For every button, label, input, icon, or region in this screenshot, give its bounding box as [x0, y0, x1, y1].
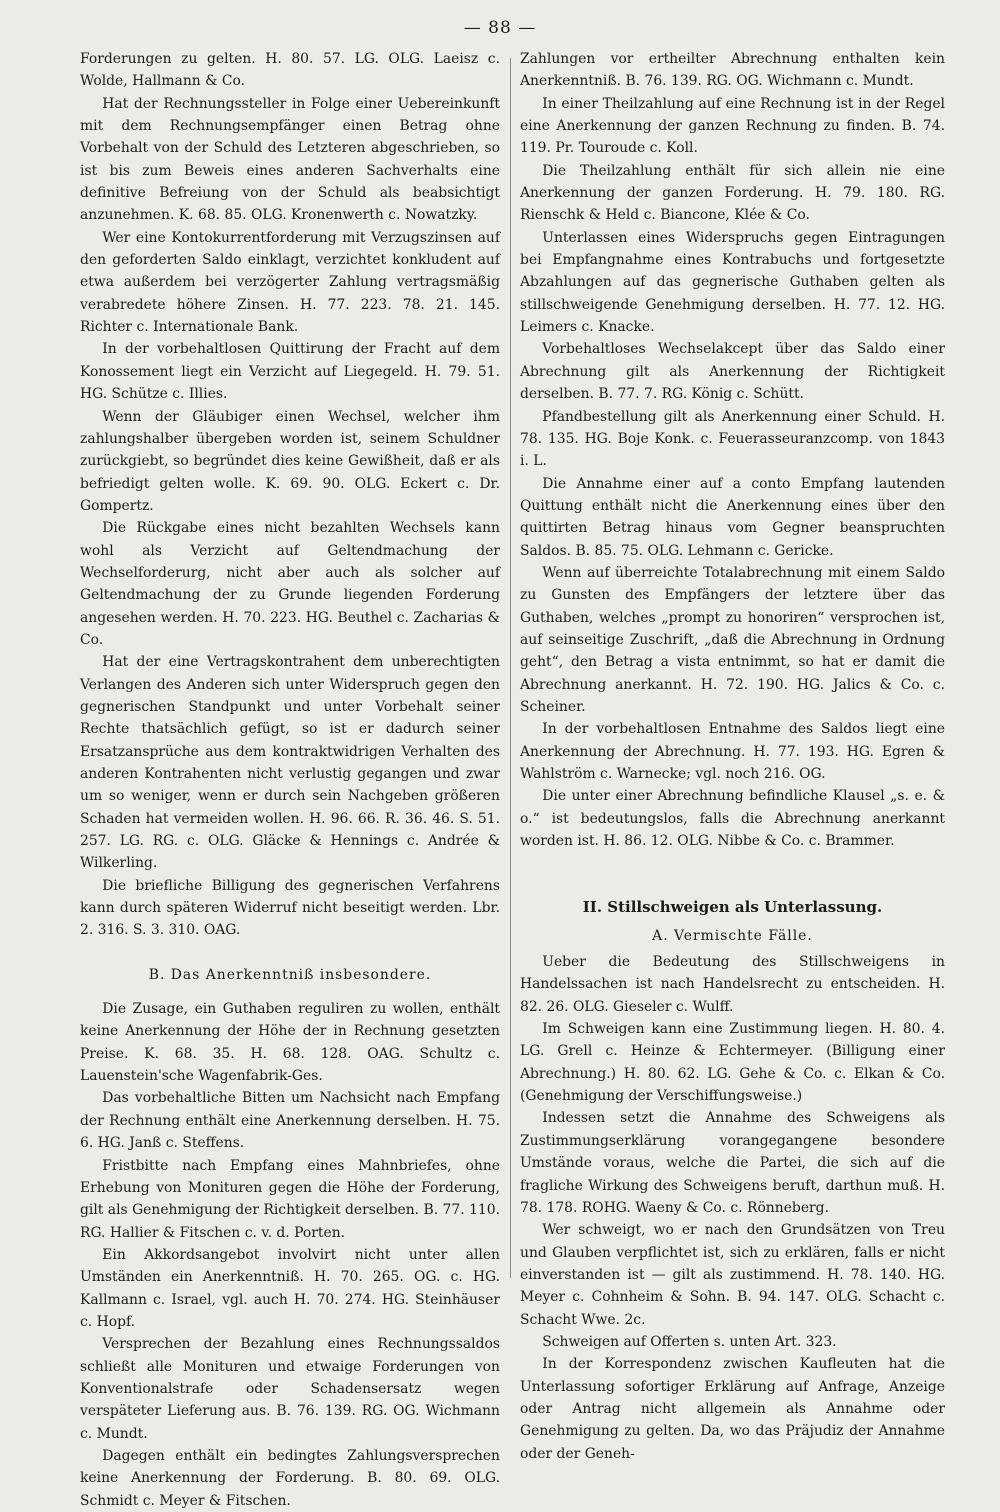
paragraph: Versprechen der Bezahlung eines Rechnungssaldos schließt alle Monituren und etwaige Forderungen von Konventionalstrafe oder Schadensersatz wegen verspäteter Lieferung aus. B. 76. 139. RG. OG. Wichmann c. Mundt. — [80, 1336, 500, 1442]
paragraph: In der Korrespondenz zwischen Kaufleuten hat die Unterlassung sofortiger Erklärung auf Anfrage, Anzeige oder Antrag nicht allgemein als Annahme oder Genehmigung zu gelten. Da, wo das Präjudiz der Annahme oder der Geneh- — [520, 1356, 945, 1462]
paragraph: Das vorbehaltliche Bitten um Nachsicht nach Empfang der Rechnung enthält eine Anerkennung derselben. H. 75. 6. HG. Janß c. Steffens. — [80, 1090, 500, 1152]
paragraph: Die briefliche Billigung des gegnerischen Verfahrens kann durch späteren Widerruf nicht beseitigt werden. Lbr. 2. 316. S. 3. 310. OAG. — [80, 877, 500, 939]
left-column-b-paragraphs — [80, 998, 500, 1512]
paragraph: Die Zusage, ein Guthaben reguliren zu wollen, enthält keine Anerkennung der Höhe der in Rechnung gesetzten Preise. K. 68. 35. H. 68. 128. OAG. Schultz c. Lauenstein'sche Wagenfabrik-Ges. — [80, 1001, 500, 1085]
paragraph: Dagegen enthält ein bedingtes Zahlungsversprechen keine Anerkennung der Forderung. B. 80. 69. OLG. Schmidt c. Meyer & Fitschen. — [80, 1447, 500, 1509]
left-column — [80, 48, 500, 1512]
section-heading-b: B. Das Anerkenntniß insbesondere. — [148, 966, 432, 983]
paragraph: Wenn der Gläubiger einen Wechsel, welcher ihm zahlungshalber übergeben worden ist, seinem Schuldner zurückgiebt, so begründet dies keine Gewißheit, daß er als befriedigt gelten wolle. K. 69. 90. OLG. Eckert c. Dr. Gompertz. — [80, 408, 500, 514]
paragraph: Die Annahme einer auf a conto Empfang lautenden Quittung enthält nicht die Anerkennung eines über den quittirten Betrag hinaus vom Gegner beanspruchten Saldos. B. 85. 75. OLG. Lehmann c. Gericke. — [520, 475, 945, 559]
paragraph: Die unter einer Abrechnung befindliche Klausel „s. e. & o.“ ist bedeutungslos, falls die Abrechnung anerkannt worden ist. H. 86. 12. OLG. Nibbe & Co. c. Brammer. — [520, 788, 945, 850]
paragraph: Die Rückgabe eines nicht bezahlten Wechsels kann wohl als Verzicht auf Geltendmachung der Wechselforderurg, nicht aber auch als solcher auf Geltendmachung der zu Grunde liegenden Forderung angesehen werden. H. 70. 223. HG. Beuthel c. Zacharias & Co. — [80, 520, 500, 648]
right-column — [520, 48, 945, 1465]
paragraph: In der vorbehaltlosen Quittirung der Fracht auf dem Konossement liegt ein Verzicht auf Liegegeld. H. 79. 51. HG. Schütze c. Illies. — [80, 341, 500, 403]
paragraph: Pfandbestellung gilt als Anerkennung einer Schuld. H. 78. 135. HG. Boje Konk. c. Feuerasseuranzcomp. von 1843 i. L. — [520, 408, 945, 470]
paragraph: Wenn auf überreichte Totalabrechnung mit einem Saldo zu Gunsten des Empfängers der letztere über das Guthaben, welches „prompt zu honoriren“ versprochen ist, auf seinseitige Zuschrift, „daß die Abrechnung in Ordnung geht“, den Betrag a vista entnimmt, so hat er damit die Abrechnung anerkannt. H. 72. 190. HG. Jalics & Co. c. Scheiner. — [520, 564, 945, 715]
page-number: — 88 — — [463, 18, 537, 38]
right-column-paragraphs — [520, 48, 945, 852]
paragraph: Die Theilzahlung enthält für sich allein nie eine Anerkennung der ganzen Forderung. H. 79. 180. RG. Rienschk & Held c. Biancone, Klée & Co. — [520, 162, 945, 224]
section-heading-ii: II. Stillschweigen als Unterlassung. — [582, 898, 883, 917]
paragraph: Wer eine Kontokurrentforderung mit Verzugszinsen auf den geforderten Saldo einklagt, verzichtet konkludent auf etwa außerdem bei verzögerter Zahlung vertragsmäßig verabredete höhere Zinsen. H. 77. 223. 78. 21. 145. Richter c. Internationale Bank. — [80, 229, 500, 336]
paragraph: In einer Theilzahlung auf eine Rechnung ist in der Regel eine Anerkennung der ganzen Rechnung zu finden. B. 74. 119. Pr. Touroude c. Koll. — [520, 95, 945, 157]
paragraph: Ueber die Bedeutung des Stillschweigens in Handelssachen ist nach Handelsrecht zu entscheiden. H. 82. 26. OLG. Gieseler c. Wulff. — [520, 954, 945, 1015]
column-divider — [510, 58, 511, 1278]
right-column-ii-paragraphs — [520, 951, 945, 1465]
paragraph: Fristbitte nach Empfang eines Mahnbriefes, ohne Erhebung von Monituren gegen die Höhe der Forderung, gilt als Genehmigung der Richtigkeit derselben. B. 77. 110. RG. Hallier & Fitschen c. v. d. Porten. — [80, 1157, 500, 1241]
paragraph: Hat der eine Vertragskontrahent dem unberechtigten Verlangen des Anderen sich unter Widerspruch gegen den gegnerischen Standpunkt und unter Vorbehalt seiner Rechte thatsächlich gefügt, so ist er dadurch seiner Ersatzansprüche aus dem kontraktwidrigen Verhalten des anderen Kontrahenten nicht verlustig gegangen und zwar um so weniger, wenn er durch sein Nachgeben größeren Schaden hat vermeiden wollen. H. 96. 66. R. 36. 46. S. 51. 257. LG. RG. c. OLG. Gläcke & Hennings c. Andrée & Wilkerling. — [80, 654, 500, 872]
paragraph: Im Schweigen kann eine Zustimmung liegen. H. 80. 4. LG. Grell c. Heinze & Echtermeyer. (Billigung einer Abrechnung.) H. 80. 62. LG. Gehe & Co. c. Elkan & Co. (Genehmigung der Verschiffungsweise.) — [520, 1021, 945, 1105]
paragraph: Vorbehaltloses Wechselakcept über das Saldo einer Abrechnung gilt als Anerkennung der Richtigkeit derselben. B. 77. 7. RG. König c. Schütt. — [520, 341, 945, 403]
paragraph: Schweigen auf Offerten s. unten Art. 323. — [542, 1333, 837, 1350]
paragraph: Zahlungen vor ertheilter Abrechnung enthalten kein Anerkenntniß. B. 76. 139. RG. OG. Wichmann c. Mundt. — [520, 51, 945, 90]
paragraph: In der vorbehaltlosen Entnahme des Saldos liegt eine Anerkennung der Abrechnung. H. 77. 193. HG. Egren & Wahlström c. Warnecke; vgl. noch 216. OG. — [520, 721, 945, 782]
left-column-paragraphs — [80, 48, 500, 942]
paragraph: Ein Akkordsangebot involvirt nicht unter allen Umständen ein Anerkenntniß. H. 70. 265. OG. c. HG. Kallmann c. Israel, vgl. auch H. 70. 274. HG. Steinhäuser c. Hopf. — [80, 1246, 500, 1330]
subsection-heading-a: A. Vermischte Fälle. — [652, 927, 813, 944]
paragraph: Hat der Rechnungssteller in Folge einer Uebereinkunft mit dem Rechnungsempfänger einen Betrag ohne Vorbehalt von der Schuld des Letzteren abgeschrieben, so ist bis zum Beweis eines anderen Sachverhalts eine definitive Befreiung von der Schuld als beabsichtigt anzunehmen. K. 68. 85. OLG. Kronenwerth c. Nowatzky. — [80, 95, 500, 224]
paragraph: Indessen setzt die Annahme des Schweigens als Zustimmungserklärung vorangegangene besondere Umstände voraus, welche die Partei, die sich auf die fragliche Wirkung des Schweigens beruft, darthun muß. H. 78. 178. ROHG. Waeny & Co. c. Rönneberg. — [520, 1110, 945, 1216]
paragraph: Wer schweigt, wo er nach den Grundsätzen von Treu und Glauben verpflichtet ist, sich zu erklären, falls er nicht einverstanden ist — gilt als zustimmend. H. 78. 140. HG. Meyer c. Cohnheim & Sohn. B. 94. 147. OLG. Schacht c. Schacht Wwe. 2c. — [520, 1222, 945, 1328]
paragraph: Forderungen zu gelten. H. 80. 57. LG. OLG. Laeisz c. Wolde, Hallmann & Co. — [80, 51, 500, 90]
paragraph: Unterlassen eines Widerspruchs gegen Eintragungen bei Empfangnahme eines Kontrabuchs und fortgesetzte Abzahlungen auf das gegnerische Guthaben gelten als stillschweigende Genehmigung derselben. H. 77. 12. HG. Leimers c. Knacke. — [520, 229, 945, 336]
